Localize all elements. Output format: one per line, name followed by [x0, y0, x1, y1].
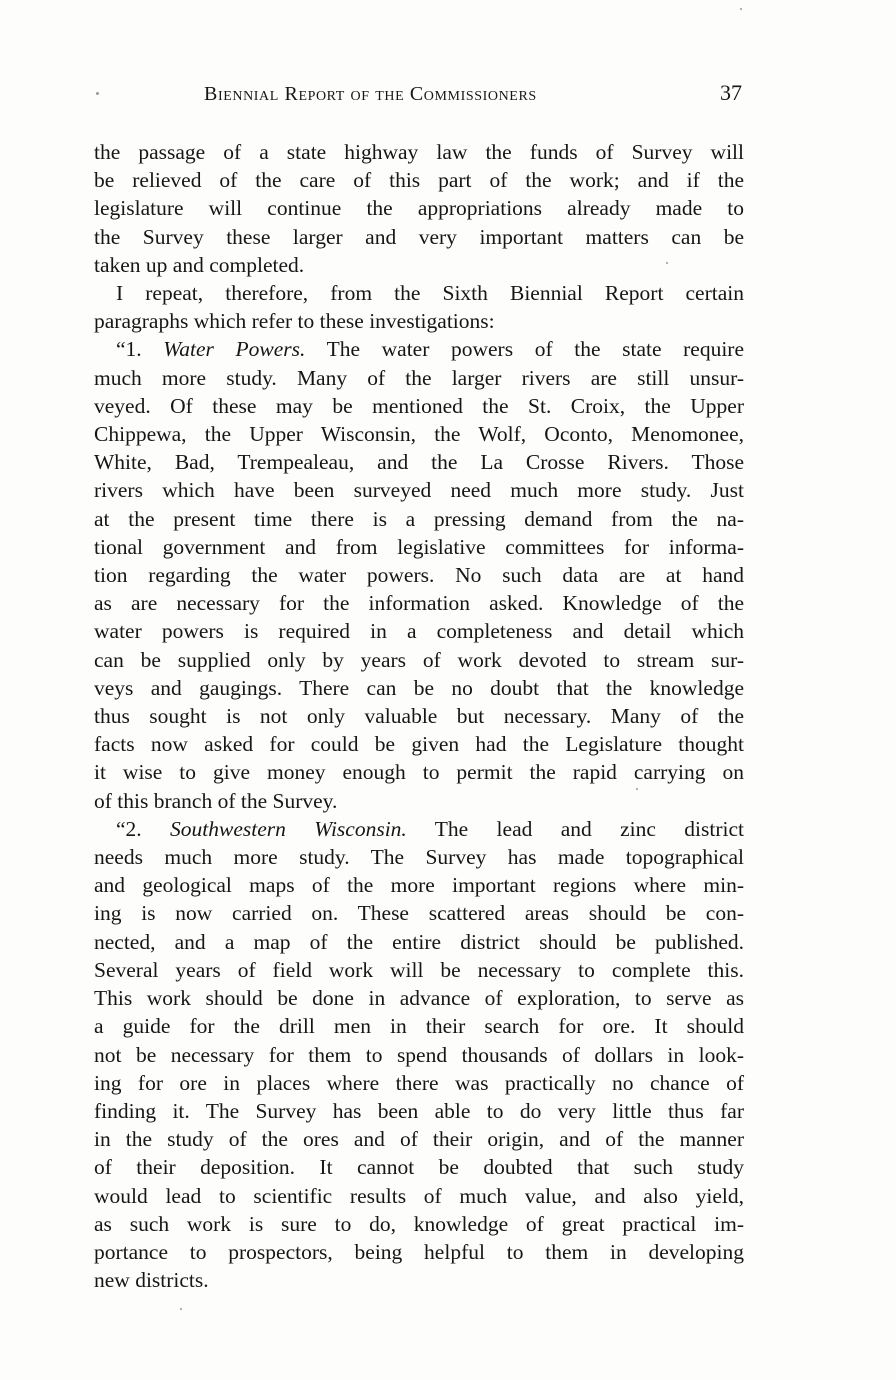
text-line: finding it. The Survey has been able to do very little thus far: [94, 1098, 744, 1123]
text-line: paragraphs which refer to these investigations:: [94, 309, 495, 334]
section-title: Southwestern Wisconsin.: [170, 816, 407, 841]
text-line: at the present time there is a pressing demand from the na-: [94, 506, 744, 531]
text-line: in the study of the ores and of their origin, and of the manner: [94, 1127, 744, 1152]
text-line: portance to prospectors, being helpful to them in developing: [94, 1239, 744, 1264]
scan-speck: [666, 262, 668, 264]
text-fragment: The water powers of the state require: [326, 337, 744, 362]
scan-speck: [636, 788, 638, 790]
text-line: Several years of field work will be necessary to complete this.: [94, 957, 744, 982]
scan-speck: [96, 92, 99, 95]
text-line: can be supplied only by years of work devoted to stream sur-: [94, 647, 744, 672]
text-line: needs much more study. The Survey has made topographical: [94, 845, 744, 870]
text-line: of their deposition. It cannot be doubted that such study: [94, 1155, 744, 1180]
running-head: Biennial Report of the Commissioners: [204, 83, 537, 105]
section-number: “1.: [116, 337, 142, 362]
page-header: [94, 80, 744, 110]
text-line: not be necessary for them to spend thousands of dollars in look-: [94, 1042, 744, 1067]
text-line: the Survey these larger and very important matters can be: [94, 224, 744, 249]
text-line: tional government and from legislative committees for informa-: [94, 534, 744, 559]
text-line: the passage of a state highway law the funds of Survey will: [94, 140, 744, 164]
text-fragment: The lead and zinc district: [434, 816, 744, 841]
paragraph-2: [94, 279, 744, 335]
text-line: I repeat, therefore, from the Sixth Biennial Report certain: [116, 281, 744, 306]
section-first-line: [94, 335, 744, 363]
text-line: of this branch of the Survey.: [94, 788, 338, 813]
text-line: as such work is sure to do, knowledge of great practical im-: [94, 1211, 744, 1236]
text-line: would lead to scientific results of much value, and also yield,: [94, 1183, 744, 1208]
text-line: Chippewa, the Upper Wisconsin, the Wolf, Oconto, Menomonee,: [94, 422, 744, 447]
text-line: and geological maps of the more important regions where min-: [94, 873, 744, 898]
text-line: much more study. Many of the larger rivers are still unsur-: [94, 365, 744, 390]
text-line: veyed. Of these may be mentioned the St. Croix, the Upper: [94, 393, 744, 418]
text-line: taken up and completed.: [94, 252, 305, 277]
text-line: This work should be done in advance of exploration, to serve as: [94, 986, 744, 1011]
text-line: ing for ore in places where there was practically no chance of: [94, 1070, 744, 1095]
text-line: nected, and a map of the entire district should be published.: [94, 929, 744, 954]
body-text: [94, 138, 744, 1294]
text-line: new districts.: [94, 1268, 209, 1293]
text-line: a guide for the drill men in their search for ore. It should: [94, 1014, 744, 1039]
text-line: White, Bad, Trempealeau, and the La Crosse Rivers. Those: [94, 450, 744, 475]
text-line: facts now asked for could be given had the Legislature thought: [94, 732, 744, 757]
text-line: be relieved of the care of this part of the work; and if the: [94, 168, 744, 193]
text-line: as are necessary for the information asked. Knowledge of the: [94, 591, 744, 616]
text-line: rivers which have been surveyed need much more study. Just: [94, 478, 744, 503]
page-number: 37: [720, 80, 742, 105]
section-title: Water Powers.: [163, 337, 306, 362]
text-line: water powers is required in a completeness and detail which: [94, 619, 744, 644]
section-water-powers: [94, 335, 744, 814]
section-number: “2.: [116, 816, 142, 841]
text-line: veys and gaugings. There can be no doubt that the knowledge: [94, 675, 744, 700]
paragraph-1: [94, 138, 744, 279]
section-first-line: [94, 815, 744, 843]
text-line: ing is now carried on. These scattered areas should be con-: [94, 901, 744, 926]
text-line: legislature will continue the appropriations already made to: [94, 196, 744, 221]
text-line: thus sought is not only valuable but necessary. Many of the: [94, 704, 744, 729]
text-line: tion regarding the water powers. No such data are at hand: [94, 563, 744, 588]
scan-speck: [740, 8, 742, 10]
text-line: it wise to give money enough to permit the rapid carrying on: [94, 760, 744, 785]
scan-speck: [180, 1308, 182, 1310]
section-southwestern-wisconsin: [94, 815, 744, 1294]
